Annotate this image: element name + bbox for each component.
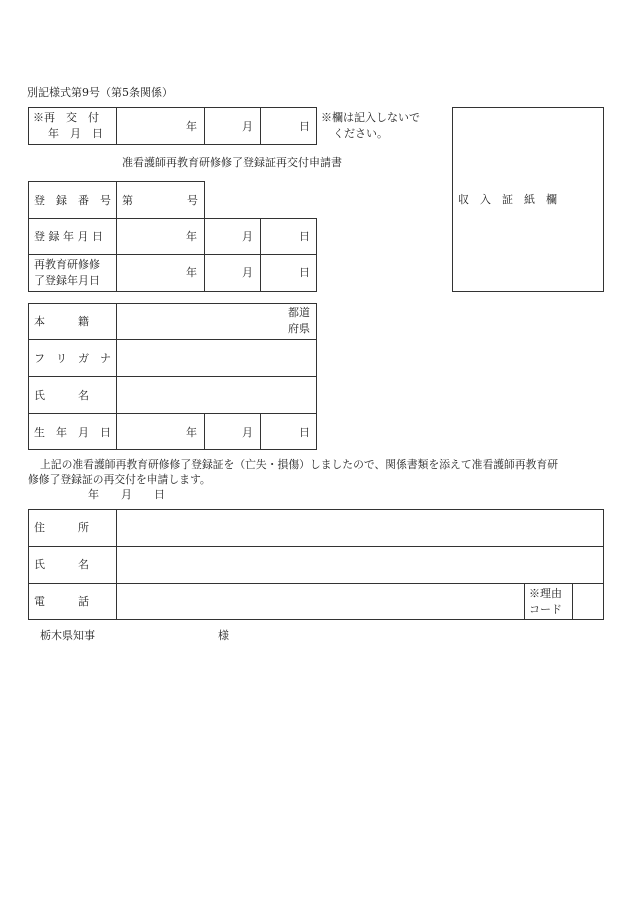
honseki-label: 本 籍 (34, 315, 89, 328)
birth-month-unit: 月 (242, 426, 253, 439)
address-field (117, 510, 603, 545)
birth-day-unit: 日 (299, 426, 310, 439)
reissue-date-label-line2: 年 月 日 (48, 127, 103, 140)
birth-month-field (205, 414, 239, 449)
applicant-name-label: 氏 名 (34, 558, 89, 571)
notice-line2: ください。 (333, 127, 388, 140)
reason-code-label-line2: コード (529, 603, 562, 616)
completion-date-label-line2: 了登録年月日 (34, 274, 100, 287)
registration-year-unit: 年 (186, 230, 197, 243)
reason-code-field (573, 584, 603, 619)
birthdate-label: 生 年 月 日 (34, 426, 111, 439)
birth-day-field (261, 414, 295, 449)
form-title: 准看護師再教育研修修了登録証再交付申請書 (122, 156, 342, 169)
registration-number-prefix: 第 (122, 194, 133, 207)
revenue-stamp-label: 収 入 証 紙 欄 (458, 193, 557, 206)
reissue-month-field (205, 108, 239, 144)
honseki-field (117, 304, 282, 338)
registration-number-suffix: 号 (187, 194, 198, 207)
prefecture-label-line1: 都道 (288, 306, 310, 319)
name-field (117, 377, 315, 412)
reissue-day-unit: 日 (299, 120, 310, 133)
completion-month-field (205, 255, 239, 291)
phone-label: 電 話 (34, 595, 89, 608)
birth-year-unit: 年 (186, 426, 197, 439)
registration-day-unit: 日 (299, 230, 310, 243)
completion-month-unit: 月 (242, 266, 253, 279)
address-label: 住 所 (34, 521, 89, 534)
completion-year-field (117, 255, 182, 291)
registration-month-field (205, 219, 239, 253)
completion-day-field (261, 255, 295, 291)
completion-day-unit: 日 (299, 266, 310, 279)
reason-code-label-line1: ※理由 (529, 587, 562, 600)
reissue-month-unit: 月 (242, 120, 253, 133)
honorific-label: 様 (218, 629, 229, 642)
reissue-date-label-line1: ※再 交 付 (33, 111, 99, 124)
registration-day-field (261, 219, 295, 253)
statement-line2: 修修了登録証の再交付を申請します。 (28, 473, 211, 486)
prefecture-label-line2: 府県 (288, 322, 310, 335)
registration-number-label: 登 録 番 号 (34, 194, 111, 207)
registration-year-field (117, 219, 182, 253)
notice-line1: ※欄は記入しないで (321, 111, 420, 124)
completion-date-label-line1: 再教育研修修 (34, 258, 100, 271)
statement-line1: 上記の准看護師再教育研修修了登録証を（亡失・損傷）しましたので、関係書類を添えて准看護師再教育研 (40, 458, 559, 471)
reissue-year-field (117, 108, 182, 144)
name-label: 氏 名 (34, 389, 89, 402)
statement-date: 年 月 日 (88, 488, 165, 501)
reissue-day-field (261, 108, 295, 144)
phone-field (117, 584, 523, 619)
registration-date-label: 登 録 年 月 日 (34, 230, 103, 243)
furigana-label: フ リ ガ ナ (34, 352, 111, 365)
governor-label: 栃木県知事 (40, 629, 95, 642)
completion-year-unit: 年 (186, 266, 197, 279)
furigana-field (117, 340, 315, 375)
registration-number-field (136, 184, 184, 216)
applicant-name-field (117, 547, 603, 582)
registration-month-unit: 月 (242, 230, 253, 243)
birth-year-field (117, 414, 182, 449)
form-number: 別記様式第9号（第5条関係） (27, 86, 173, 99)
reissue-year-unit: 年 (186, 120, 197, 133)
